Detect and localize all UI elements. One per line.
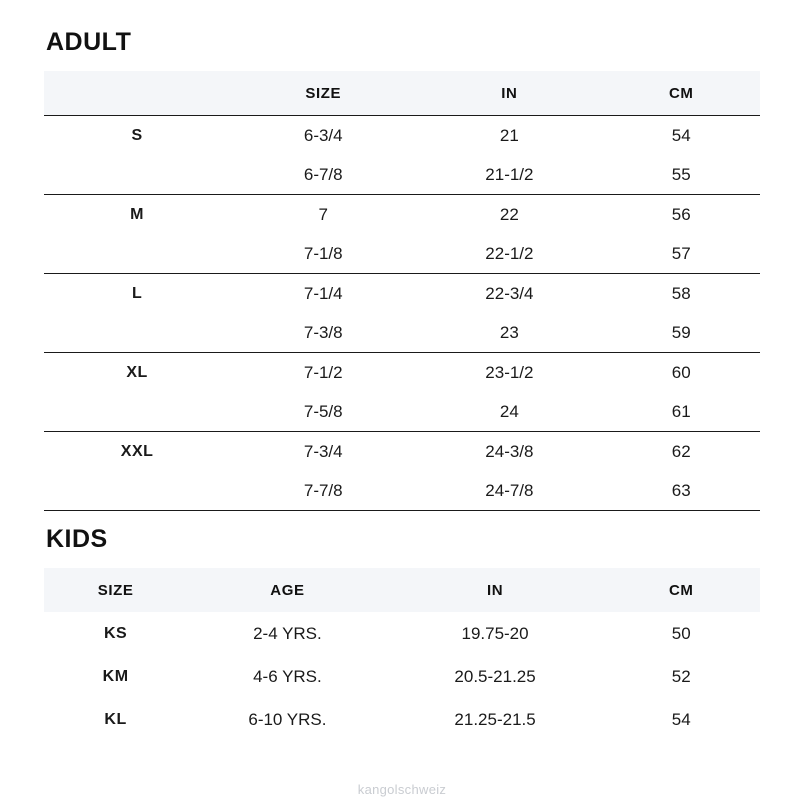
kids-cell-cm: 54 <box>671 710 691 729</box>
adult-cell-in: 22-3/4 <box>416 274 602 314</box>
adult-cell-cm: 59 <box>671 323 691 342</box>
adult-cell-cm: 55 <box>671 165 691 184</box>
kids-cell-in: 20.5-21.25 <box>454 667 536 686</box>
kids-table-body <box>44 612 760 741</box>
table-row <box>44 116 760 156</box>
adult-cell-in: 24-3/8 <box>416 432 602 472</box>
adult-size-label-empty <box>44 155 230 195</box>
adult-cell-in: 22-1/2 <box>485 244 534 263</box>
kids-section-title: KIDS <box>46 525 108 553</box>
kids-cell-in: 19.75-20 <box>461 624 529 643</box>
adult-cell-in: 24 <box>499 402 519 421</box>
table-header-row <box>44 71 760 116</box>
kids-size-table <box>44 568 760 741</box>
kids-cell-in: 21.25-21.5 <box>454 710 536 729</box>
kids-col-header-age: AGE <box>187 568 387 612</box>
adult-table-body <box>44 116 760 511</box>
adult-cell-size: 6-3/4 <box>230 116 416 156</box>
adult-size-table <box>44 71 760 511</box>
table-row <box>44 698 760 741</box>
adult-col-header-blank <box>44 71 230 116</box>
watermark: kangolschweiz <box>357 782 447 797</box>
table-row <box>44 234 760 274</box>
kids-cell-cm: 50 <box>671 624 691 643</box>
table-row <box>44 313 760 353</box>
table-row <box>44 471 760 511</box>
adult-cell-size: 7-3/4 <box>230 432 416 472</box>
adult-cell-size: 6-7/8 <box>303 165 343 184</box>
adult-size-label: S <box>44 116 230 156</box>
kids-cell-size: KS <box>103 625 128 642</box>
adult-cell-size: 7 <box>230 195 416 235</box>
kids-cell-size: KL <box>104 711 127 728</box>
adult-col-header-cm: CM <box>602 71 760 116</box>
adult-size-label-empty <box>44 392 230 432</box>
adult-cell-cm: 61 <box>671 402 691 421</box>
adult-cell-in: 21-1/2 <box>485 165 534 184</box>
adult-cell-cm: 63 <box>602 471 760 511</box>
table-row <box>44 612 760 655</box>
adult-size-label: M <box>44 195 230 235</box>
adult-cell-cm: 62 <box>602 432 760 472</box>
kids-col-header-cm: CM <box>602 568 760 612</box>
adult-size-label-empty <box>44 471 230 511</box>
adult-cell-in: 21 <box>416 116 602 156</box>
adult-cell-in: 24-7/8 <box>416 471 602 511</box>
kids-cell-age: 4-6 YRS. <box>253 667 322 686</box>
adult-cell-size: 7-5/8 <box>303 402 343 421</box>
adult-cell-cm: 57 <box>671 244 691 263</box>
adult-col-header-size: SIZE <box>230 71 416 116</box>
adult-cell-cm: 56 <box>602 195 760 235</box>
table-row <box>44 155 760 195</box>
kids-col-header-size: SIZE <box>44 568 187 612</box>
adult-cell-size: 7-1/4 <box>230 274 416 314</box>
adult-cell-size: 7-1/2 <box>230 353 416 393</box>
adult-size-label-empty <box>44 313 230 353</box>
adult-col-header-in: IN <box>416 71 602 116</box>
kids-col-header-in: IN <box>388 568 603 612</box>
adult-table-header <box>44 71 760 116</box>
table-row <box>44 432 760 472</box>
adult-size-label: XXL <box>44 432 230 472</box>
table-row <box>44 353 760 393</box>
adult-cell-cm: 58 <box>602 274 760 314</box>
adult-size-label-empty <box>44 234 230 274</box>
table-row <box>44 655 760 698</box>
adult-size-label: L <box>44 274 230 314</box>
adult-cell-size: 7-7/8 <box>230 471 416 511</box>
kids-table-header <box>44 568 760 612</box>
adult-cell-cm: 54 <box>602 116 760 156</box>
kids-cell-age: 6-10 YRS. <box>248 710 327 729</box>
table-row <box>44 392 760 432</box>
table-row <box>44 195 760 235</box>
adult-cell-size: 7-3/8 <box>303 323 343 342</box>
adult-cell-size: 7-1/8 <box>303 244 343 263</box>
adult-cell-in: 23 <box>499 323 519 342</box>
kids-cell-cm: 52 <box>671 667 691 686</box>
adult-cell-cm: 60 <box>602 353 760 393</box>
kids-cell-size: KM <box>102 668 129 685</box>
adult-cell-in: 23-1/2 <box>416 353 602 393</box>
table-header-row <box>44 568 760 612</box>
table-row <box>44 274 760 314</box>
kids-cell-age: 2-4 YRS. <box>253 624 322 643</box>
adult-size-label: XL <box>44 353 230 393</box>
adult-cell-in: 22 <box>416 195 602 235</box>
adult-section-title: ADULT <box>46 28 132 56</box>
